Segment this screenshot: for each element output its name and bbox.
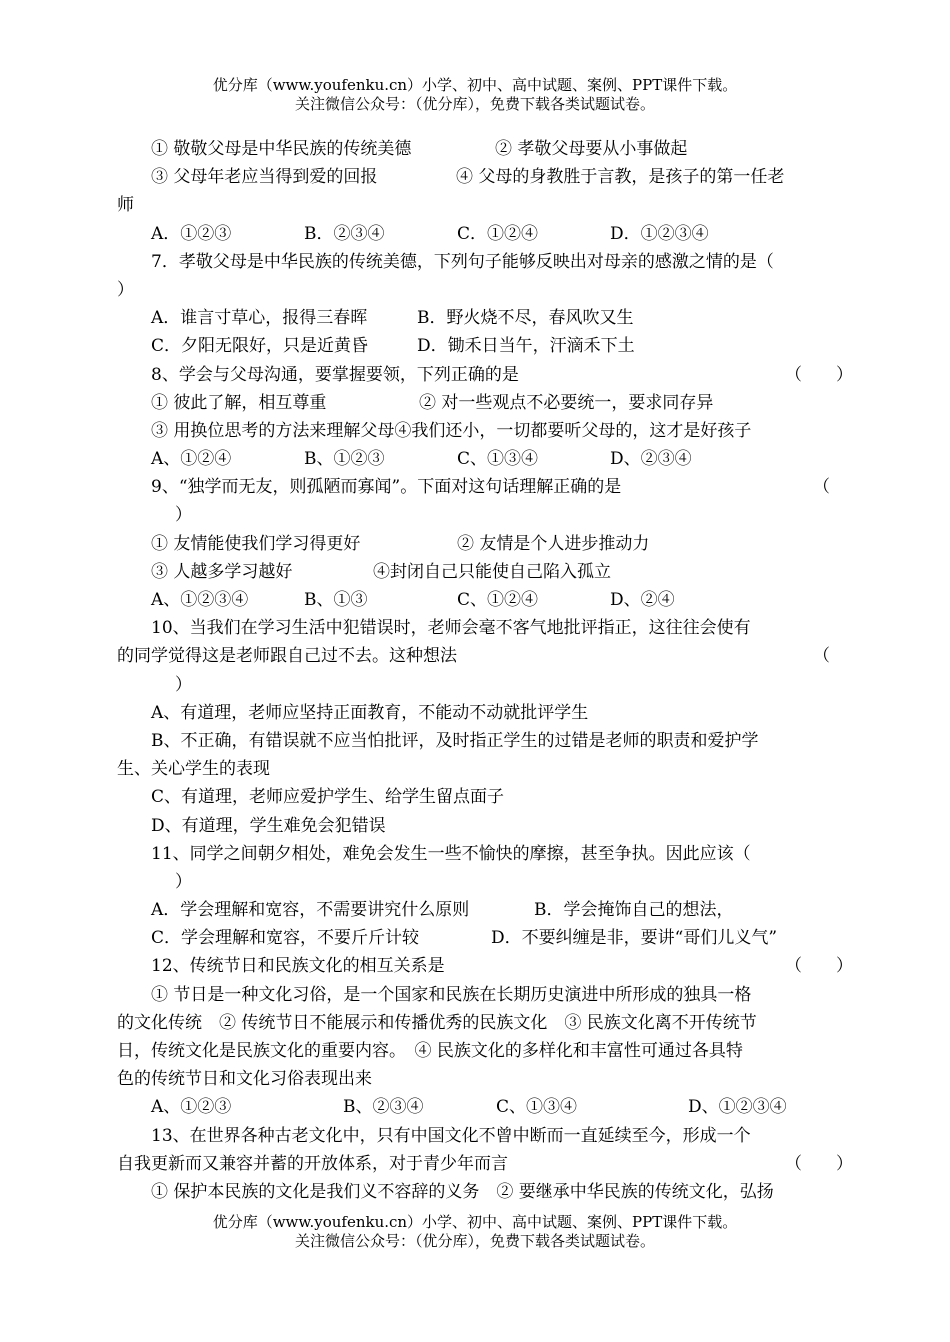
q8-option-c: C、①③④ bbox=[457, 449, 539, 470]
q9-option-a: A、①②③④ bbox=[151, 590, 249, 610]
q11-option-c: C．学会理解和宽容，不要斤斤计较 bbox=[151, 928, 420, 949]
q10-option-a: A、有道理，老师应坚持正面教育，不能动不动就批评学生 bbox=[151, 702, 589, 723]
footer-line-2: 关注微信公众号：（优分库），免费下载各类试题试卷。 bbox=[294, 1232, 655, 1250]
q8-statement-2: ② 对一些观点不必要统一，要求同存异 bbox=[419, 392, 714, 413]
q13-stem-1: 13、在世界各种古老文化中，只有中国文化不曾中断而一直延续至今，形成一个 bbox=[151, 1125, 751, 1146]
q9-options bbox=[117, 586, 835, 614]
q12-option-b: B、②③④ bbox=[343, 1097, 424, 1118]
q6-statement-1: ① 敬敬父母是中华民族的传统美德 bbox=[151, 139, 412, 159]
q12-paragraph-1: ① 节日是一种文化习俗，是一个国家和民族在长期历史演进中所形成的独具一格 bbox=[151, 984, 752, 1005]
q13-statement-1: ① 保护本民族的文化是我们义不容辞的义务 ② 要继承中华民族的传统文化，弘扬 bbox=[151, 1181, 774, 1202]
q8-statements-1-2 bbox=[117, 389, 835, 417]
q8-answer-paren: （ ） bbox=[785, 364, 853, 385]
q11-options-ab bbox=[117, 896, 835, 924]
q12-paragraph-2: 的文化传统 ② 传统节日不能展示和传播优秀的民族文化 ③ 民族文化离不开传统节 bbox=[117, 1012, 757, 1033]
q10-stem-line-2 bbox=[117, 642, 835, 670]
q10-option-d: D、有道理，学生难免会犯错误 bbox=[151, 815, 386, 836]
header-line-2: 关注微信公众号：（优分库），免费下载各类试题试卷。 bbox=[294, 95, 655, 113]
q12-paragraph-3: 日，传统文化是民族文化的重要内容。 ④ 民族文化的多样化和丰富性可通过各具特 bbox=[117, 1041, 743, 1061]
page-footer bbox=[0, 1213, 950, 1251]
q8-stem-line bbox=[117, 361, 853, 389]
q6-option-d: D．①②③④ bbox=[610, 223, 709, 244]
q12-option-c: C、①③④ bbox=[496, 1097, 578, 1118]
q11-stem: 11、同学之间朝夕相处，难免会发生一些不愉快的摩擦，甚至争执。因此应该（ bbox=[151, 843, 751, 864]
q11-option-a: A．学会理解和宽容，不需要讲究什么原则 bbox=[151, 900, 470, 921]
q6-statement-4-cont: 师 bbox=[117, 195, 134, 216]
q10-option-b-1: B、不正确，有错误就不应当怕批评，及时指正学生的过错是老师的职责和爱护学 bbox=[151, 730, 759, 751]
q9-stem-line bbox=[117, 473, 835, 501]
q9-option-b: B、①③ bbox=[304, 590, 368, 610]
q6-option-c: C．①②④ bbox=[457, 223, 539, 244]
q8-options bbox=[117, 445, 835, 473]
q6-options bbox=[117, 220, 835, 248]
q12-option-d: D、①②③④ bbox=[688, 1097, 787, 1118]
q9-option-c: C、①②④ bbox=[457, 590, 539, 610]
q10-option-c: C、有道理，老师应爱护学生、给学生留点面子 bbox=[151, 787, 505, 808]
q10-paren-close: ） bbox=[175, 674, 192, 695]
q8-stem: 8、学会与父母沟通，要掌握要领，下列正确的是 bbox=[151, 364, 519, 385]
q6-statements-1-2 bbox=[117, 135, 835, 163]
q9-statement-1: ① 友情能使我们学习得更好 bbox=[151, 533, 361, 554]
q9-statement-4: ④封闭自己只能使自己陷入孤立 bbox=[373, 561, 611, 582]
q7-options-cd bbox=[117, 332, 835, 360]
q9-paren-close: ） bbox=[175, 505, 192, 526]
q7-options-ab bbox=[117, 304, 835, 332]
q8-option-a: A、①②④ bbox=[151, 449, 232, 470]
q9-statements-3-4 bbox=[117, 558, 835, 586]
q7-stem: 7．孝敬父母是中华民族的传统美德，下列句子能够反映出对母亲的感激之情的是（ bbox=[151, 251, 774, 272]
q13-stem-line-2 bbox=[117, 1150, 853, 1178]
q8-option-d: D、②③④ bbox=[610, 449, 692, 470]
q12-answer-paren: （ ） bbox=[785, 956, 853, 977]
q11-option-d: D．不要纠缠是非，要讲“哥们儿义气” bbox=[491, 928, 778, 949]
q8-option-b: B、①②③ bbox=[304, 449, 385, 470]
q10-stem-2: 的同学觉得这是老师跟自己过不去。这种想法 bbox=[117, 646, 457, 667]
q13-answer-paren: （ ） bbox=[785, 1153, 853, 1174]
q7-option-c: C．夕阳无限好，只是近黄昏 bbox=[151, 336, 369, 357]
q6-statement-2: ② 孝敬父母要从小事做起 bbox=[495, 139, 688, 159]
q13-stem-2: 自我更新而又兼容并蓄的开放体系，对于青少年而言 bbox=[117, 1153, 508, 1174]
q11-options-cd bbox=[117, 924, 835, 952]
q12-options bbox=[117, 1093, 835, 1121]
footer-line-1: 优分库（www.youfenku.cn）小学、初中、高中试题、案例、PPT课件下载。 bbox=[212, 1213, 738, 1231]
q11-option-b: B．学会掩饰自己的想法， bbox=[534, 900, 734, 921]
q12-stem: 12、传统节日和民族文化的相互关系是 bbox=[151, 956, 445, 977]
q7-option-b: B．野火烧不尽，春风吹又生 bbox=[417, 308, 634, 329]
q8-statement-1: ① 彼此了解，相互尊重 bbox=[151, 392, 327, 413]
q6-statement-4: ④ 父母的身教胜于言教，是孩子的第一任老 bbox=[456, 167, 785, 188]
q12-option-a: A、①②③ bbox=[151, 1097, 232, 1118]
q9-statements-1-2 bbox=[117, 530, 835, 558]
header-line-1: 优分库（www.youfenku.cn）小学、初中、高中试题、案例、PPT课件下载。 bbox=[212, 76, 738, 94]
q7-option-a: A．谁言寸草心，报得三春晖 bbox=[151, 308, 368, 329]
q9-option-d: D、②④ bbox=[610, 590, 675, 610]
q7-paren-close: ） bbox=[117, 279, 134, 300]
q7-option-d: D．锄禾日当午，汗滴禾下土 bbox=[417, 336, 635, 357]
q9-stem: 9、“独学而无友，则孤陋而寡闻”。下面对这句话理解正确的是 bbox=[151, 477, 622, 498]
exam-content bbox=[117, 135, 853, 1206]
q6-statement-3: ③ 父母年老应当得到爱的回报 bbox=[151, 167, 378, 188]
q10-stem-1: 10、当我们在学习生活中犯错误时，老师会毫不客气地批评指正，这往往会使有 bbox=[151, 618, 751, 639]
q10-paren-open: （ bbox=[813, 646, 830, 667]
q9-statement-2: ② 友情是个人进步推动力 bbox=[457, 533, 650, 554]
q10-option-b-2: 生、关心学生的表现 bbox=[117, 759, 270, 780]
q9-statement-3: ③ 人越多学习越好 bbox=[151, 561, 293, 582]
q8-statement-3: ③ 用换位思考的方法来理解父母④我们还小，一切都要听父母的，这才是好孩子 bbox=[151, 420, 752, 441]
q6-statements-3-4 bbox=[117, 163, 835, 191]
q6-option-a: A．①②③ bbox=[151, 223, 232, 244]
q9-paren-open: （ bbox=[813, 477, 830, 498]
q11-paren-close: ） bbox=[175, 871, 192, 892]
q6-option-b: B．②③④ bbox=[304, 223, 385, 244]
q12-stem-line bbox=[117, 952, 853, 980]
page-header bbox=[0, 76, 950, 114]
q12-paragraph-4: 色的传统节日和文化习俗表现出来 bbox=[117, 1069, 372, 1090]
